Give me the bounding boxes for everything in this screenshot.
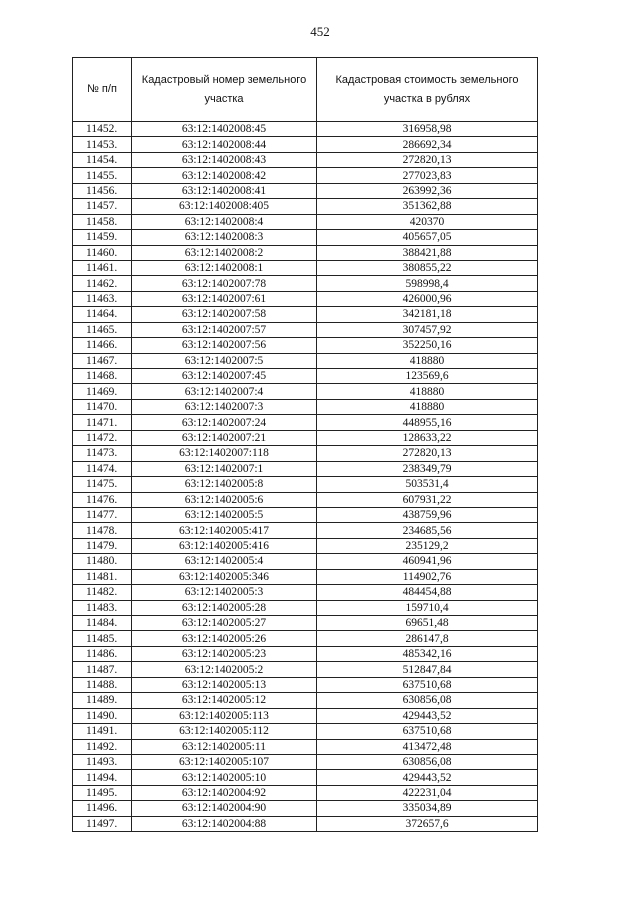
row-number-cell: 11484. bbox=[73, 616, 132, 631]
cadastral-value-cell: 426000,96 bbox=[317, 291, 538, 306]
table-row bbox=[73, 708, 538, 723]
row-number-cell: 11495. bbox=[73, 785, 132, 800]
cadastral-value-cell: 637510,68 bbox=[317, 677, 538, 692]
row-number-cell: 11482. bbox=[73, 585, 132, 600]
row-number-cell: 11465. bbox=[73, 322, 132, 337]
cadastral-number-cell: 63:12:1402007:24 bbox=[132, 415, 317, 430]
table-row bbox=[73, 152, 538, 167]
cadastral-number-cell: 63:12:1402008:405 bbox=[132, 199, 317, 214]
cadastral-value-cell: 277023,83 bbox=[317, 168, 538, 183]
row-number-cell: 11489. bbox=[73, 693, 132, 708]
cadastral-number-cell: 63:12:1402007:56 bbox=[132, 338, 317, 353]
table-row bbox=[73, 307, 538, 322]
row-number-cell: 11481. bbox=[73, 569, 132, 584]
table-row bbox=[73, 816, 538, 831]
table-row bbox=[73, 724, 538, 739]
table-row bbox=[73, 430, 538, 445]
table-row bbox=[73, 785, 538, 800]
table-row bbox=[73, 569, 538, 584]
cadastral-number-cell: 63:12:1402005:3 bbox=[132, 585, 317, 600]
cadastral-value-cell: 422231,04 bbox=[317, 785, 538, 800]
row-number-cell: 11480. bbox=[73, 554, 132, 569]
cadastral-value-cell: 637510,68 bbox=[317, 724, 538, 739]
cadastral-value-cell: 630856,08 bbox=[317, 693, 538, 708]
cadastral-value-cell: 159710,4 bbox=[317, 600, 538, 615]
row-number-cell: 11457. bbox=[73, 199, 132, 214]
table-row bbox=[73, 492, 538, 507]
cadastral-value-cell: 238349,79 bbox=[317, 461, 538, 476]
row-number-cell: 11463. bbox=[73, 291, 132, 306]
cadastral-number-cell: 63:12:1402008:43 bbox=[132, 152, 317, 167]
header-cadastral-number: Кадастровый номер земельного участка bbox=[132, 58, 317, 122]
table-row bbox=[73, 523, 538, 538]
cadastral-value-cell: 286147,8 bbox=[317, 631, 538, 646]
row-number-cell: 11478. bbox=[73, 523, 132, 538]
cadastral-value-cell: 388421,88 bbox=[317, 245, 538, 260]
table-row bbox=[73, 801, 538, 816]
cadastral-number-cell: 63:12:1402008:45 bbox=[132, 122, 317, 137]
cadastral-number-cell: 63:12:1402005:28 bbox=[132, 600, 317, 615]
cadastral-number-cell: 63:12:1402005:26 bbox=[132, 631, 317, 646]
table-row bbox=[73, 245, 538, 260]
table-row bbox=[73, 199, 538, 214]
table-row bbox=[73, 214, 538, 229]
cadastral-value-cell: 272820,13 bbox=[317, 446, 538, 461]
row-number-cell: 11488. bbox=[73, 677, 132, 692]
cadastral-number-cell: 63:12:1402007:4 bbox=[132, 384, 317, 399]
cadastral-value-cell: 342181,18 bbox=[317, 307, 538, 322]
row-number-cell: 11497. bbox=[73, 816, 132, 831]
cadastral-value-cell: 598998,4 bbox=[317, 276, 538, 291]
table-row bbox=[73, 399, 538, 414]
table-row bbox=[73, 646, 538, 661]
cadastral-number-cell: 63:12:1402007:58 bbox=[132, 307, 317, 322]
cadastral-number-cell: 63:12:1402004:90 bbox=[132, 801, 317, 816]
row-number-cell: 11486. bbox=[73, 646, 132, 661]
row-number-cell: 11467. bbox=[73, 353, 132, 368]
row-number-cell: 11493. bbox=[73, 754, 132, 769]
cadastral-number-cell: 63:12:1402005:107 bbox=[132, 754, 317, 769]
table-row bbox=[73, 616, 538, 631]
row-number-cell: 11492. bbox=[73, 739, 132, 754]
cadastral-number-cell: 63:12:1402007:118 bbox=[132, 446, 317, 461]
table-row bbox=[73, 538, 538, 553]
row-number-cell: 11483. bbox=[73, 600, 132, 615]
cadastral-number-cell: 63:12:1402005:417 bbox=[132, 523, 317, 538]
cadastral-number-cell: 63:12:1402005:13 bbox=[132, 677, 317, 692]
row-number-cell: 11452. bbox=[73, 122, 132, 137]
cadastral-number-cell: 63:12:1402005:113 bbox=[132, 708, 317, 723]
cadastral-value-cell: 405657,05 bbox=[317, 230, 538, 245]
cadastral-value-cell: 512847,84 bbox=[317, 662, 538, 677]
table-row bbox=[73, 276, 538, 291]
cadastral-value-cell: 485342,16 bbox=[317, 646, 538, 661]
cadastral-value-cell: 484454,88 bbox=[317, 585, 538, 600]
cadastral-value-cell: 263992,36 bbox=[317, 183, 538, 198]
table-row bbox=[73, 461, 538, 476]
cadastral-number-cell: 63:12:1402004:88 bbox=[132, 816, 317, 831]
cadastral-number-cell: 63:12:1402005:6 bbox=[132, 492, 317, 507]
cadastral-value-cell: 234685,56 bbox=[317, 523, 538, 538]
table-row bbox=[73, 291, 538, 306]
row-number-cell: 11472. bbox=[73, 430, 132, 445]
cadastral-value-cell: 286692,34 bbox=[317, 137, 538, 152]
table-row bbox=[73, 369, 538, 384]
cadastral-value-cell: 418880 bbox=[317, 384, 538, 399]
cadastral-number-cell: 63:12:1402005:11 bbox=[132, 739, 317, 754]
cadastral-value-cell: 413472,48 bbox=[317, 739, 538, 754]
row-number-cell: 11496. bbox=[73, 801, 132, 816]
cadastral-number-cell: 63:12:1402005:27 bbox=[132, 616, 317, 631]
cadastral-value-cell: 316958,98 bbox=[317, 122, 538, 137]
cadastral-number-cell: 63:12:1402005:5 bbox=[132, 507, 317, 522]
table-row bbox=[73, 446, 538, 461]
cadastral-number-cell: 63:12:1402007:3 bbox=[132, 399, 317, 414]
header-row-number: № п/п bbox=[73, 58, 132, 122]
cadastral-number-cell: 63:12:1402005:12 bbox=[132, 693, 317, 708]
cadastral-value-cell: 235129,2 bbox=[317, 538, 538, 553]
row-number-cell: 11487. bbox=[73, 662, 132, 677]
table-row bbox=[73, 677, 538, 692]
row-number-cell: 11468. bbox=[73, 369, 132, 384]
cadastral-number-cell: 63:12:1402007:21 bbox=[132, 430, 317, 445]
row-number-cell: 11479. bbox=[73, 538, 132, 553]
table-row bbox=[73, 631, 538, 646]
row-number-cell: 11477. bbox=[73, 507, 132, 522]
cadastral-number-cell: 63:12:1402007:61 bbox=[132, 291, 317, 306]
cadastral-number-cell: 63:12:1402008:4 bbox=[132, 214, 317, 229]
cadastral-value-cell: 460941,96 bbox=[317, 554, 538, 569]
cadastral-number-cell: 63:12:1402005:8 bbox=[132, 477, 317, 492]
cadastral-value-cell: 418880 bbox=[317, 399, 538, 414]
table-row bbox=[73, 693, 538, 708]
cadastral-number-cell: 63:12:1402005:23 bbox=[132, 646, 317, 661]
table-row bbox=[73, 770, 538, 785]
cadastral-value-cell: 114902,76 bbox=[317, 569, 538, 584]
table-row bbox=[73, 585, 538, 600]
row-number-cell: 11494. bbox=[73, 770, 132, 785]
table-row bbox=[73, 260, 538, 275]
cadastral-number-cell: 63:12:1402008:42 bbox=[132, 168, 317, 183]
cadastral-value-table bbox=[72, 57, 538, 832]
row-number-cell: 11491. bbox=[73, 724, 132, 739]
cadastral-value-cell: 123569,6 bbox=[317, 369, 538, 384]
cadastral-number-cell: 63:12:1402007:1 bbox=[132, 461, 317, 476]
table-row bbox=[73, 122, 538, 137]
row-number-cell: 11469. bbox=[73, 384, 132, 399]
row-number-cell: 11490. bbox=[73, 708, 132, 723]
row-number-cell: 11461. bbox=[73, 260, 132, 275]
cadastral-value-cell: 352250,16 bbox=[317, 338, 538, 353]
table-row bbox=[73, 507, 538, 522]
table-row bbox=[73, 477, 538, 492]
cadastral-value-cell: 380855,22 bbox=[317, 260, 538, 275]
cadastral-number-cell: 63:12:1402005:346 bbox=[132, 569, 317, 584]
cadastral-number-cell: 63:12:1402007:57 bbox=[132, 322, 317, 337]
row-number-cell: 11460. bbox=[73, 245, 132, 260]
cadastral-value-cell: 128633,22 bbox=[317, 430, 538, 445]
cadastral-number-cell: 63:12:1402008:2 bbox=[132, 245, 317, 260]
cadastral-value-cell: 418880 bbox=[317, 353, 538, 368]
row-number-cell: 11453. bbox=[73, 137, 132, 152]
table-row bbox=[73, 168, 538, 183]
row-number-cell: 11466. bbox=[73, 338, 132, 353]
row-number-cell: 11470. bbox=[73, 399, 132, 414]
cadastral-number-cell: 63:12:1402004:92 bbox=[132, 785, 317, 800]
cadastral-value-cell: 429443,52 bbox=[317, 770, 538, 785]
row-number-cell: 11476. bbox=[73, 492, 132, 507]
cadastral-number-cell: 63:12:1402007:45 bbox=[132, 369, 317, 384]
cadastral-value-cell: 448955,16 bbox=[317, 415, 538, 430]
table-row bbox=[73, 415, 538, 430]
cadastral-number-cell: 63:12:1402005:112 bbox=[132, 724, 317, 739]
cadastral-value-cell: 351362,88 bbox=[317, 199, 538, 214]
table-row bbox=[73, 322, 538, 337]
cadastral-number-cell: 63:12:1402008:3 bbox=[132, 230, 317, 245]
table-row bbox=[73, 137, 538, 152]
table-row bbox=[73, 384, 538, 399]
cadastral-number-cell: 63:12:1402005:4 bbox=[132, 554, 317, 569]
row-number-cell: 11464. bbox=[73, 307, 132, 322]
table-row bbox=[73, 338, 538, 353]
cadastral-number-cell: 63:12:1402005:416 bbox=[132, 538, 317, 553]
row-number-cell: 11462. bbox=[73, 276, 132, 291]
header-cadastral-value: Кадастровая стоимость земельного участка в рублях bbox=[317, 58, 538, 122]
cadastral-value-cell: 307457,92 bbox=[317, 322, 538, 337]
table-row bbox=[73, 754, 538, 769]
header-row bbox=[73, 58, 538, 122]
cadastral-number-cell: 63:12:1402008:41 bbox=[132, 183, 317, 198]
row-number-cell: 11454. bbox=[73, 152, 132, 167]
row-number-cell: 11471. bbox=[73, 415, 132, 430]
cadastral-value-cell: 503531,4 bbox=[317, 477, 538, 492]
cadastral-number-cell: 63:12:1402005:2 bbox=[132, 662, 317, 677]
cadastral-value-cell: 607931,22 bbox=[317, 492, 538, 507]
cadastral-number-cell: 63:12:1402007:78 bbox=[132, 276, 317, 291]
row-number-cell: 11456. bbox=[73, 183, 132, 198]
row-number-cell: 11455. bbox=[73, 168, 132, 183]
table-header bbox=[73, 58, 538, 122]
cadastral-number-cell: 63:12:1402008:44 bbox=[132, 137, 317, 152]
table-row bbox=[73, 230, 538, 245]
cadastral-value-cell: 335034,89 bbox=[317, 801, 538, 816]
row-number-cell: 11473. bbox=[73, 446, 132, 461]
cadastral-number-cell: 63:12:1402005:10 bbox=[132, 770, 317, 785]
table-body bbox=[73, 122, 538, 832]
row-number-cell: 11485. bbox=[73, 631, 132, 646]
cadastral-value-cell: 438759,96 bbox=[317, 507, 538, 522]
table-row bbox=[73, 183, 538, 198]
cadastral-value-cell: 630856,08 bbox=[317, 754, 538, 769]
cadastral-value-cell: 429443,52 bbox=[317, 708, 538, 723]
table-row bbox=[73, 739, 538, 754]
table-row bbox=[73, 353, 538, 368]
page-number: 452 bbox=[310, 24, 330, 39]
row-number-cell: 11474. bbox=[73, 461, 132, 476]
cadastral-value-cell: 420370 bbox=[317, 214, 538, 229]
table-row bbox=[73, 554, 538, 569]
row-number-cell: 11459. bbox=[73, 230, 132, 245]
row-number-cell: 11475. bbox=[73, 477, 132, 492]
cadastral-number-cell: 63:12:1402008:1 bbox=[132, 260, 317, 275]
row-number-cell: 11458. bbox=[73, 214, 132, 229]
cadastral-number-cell: 63:12:1402007:5 bbox=[132, 353, 317, 368]
cadastral-value-cell: 69651,48 bbox=[317, 616, 538, 631]
cadastral-value-cell: 272820,13 bbox=[317, 152, 538, 167]
table-row bbox=[73, 600, 538, 615]
cadastral-value-cell: 372657,6 bbox=[317, 816, 538, 831]
table-row bbox=[73, 662, 538, 677]
